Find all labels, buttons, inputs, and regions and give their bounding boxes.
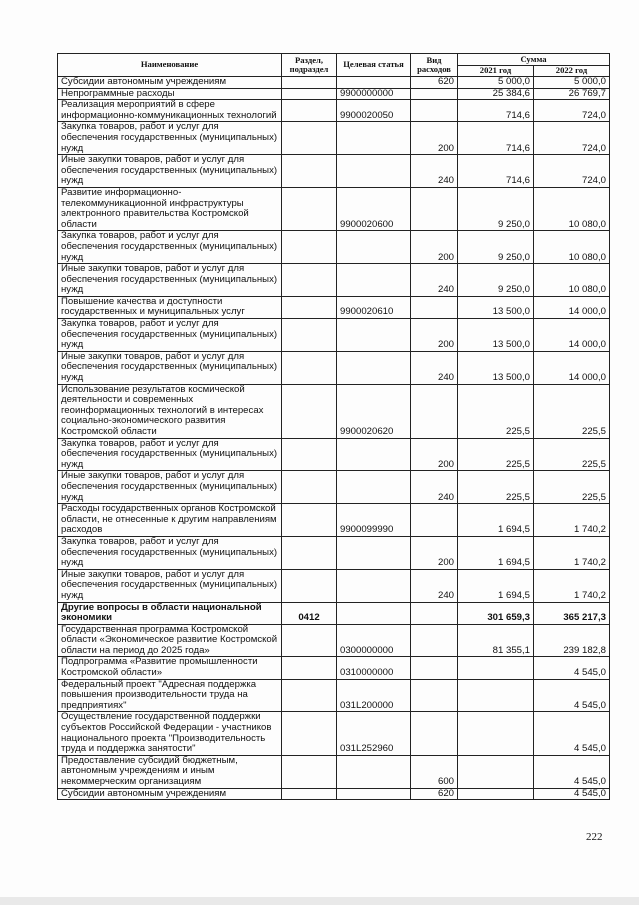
cell-2021: 13 500,0 (458, 296, 534, 318)
cell-type (411, 657, 458, 679)
cell-name: Осуществление государственной поддержки субъектов Российской Федерации - участников национального проекта "Производительность труда и поддержка занятости" (58, 712, 282, 755)
table-row (58, 504, 610, 537)
table-row (58, 100, 610, 122)
cell-name: Предоставление субсидий бюджетным, автономным учреждениям и иным некоммерческим организациям (58, 755, 282, 788)
cell-name: Иные закупки товаров, работ и услуг для обеспечения государственных (муниципальных) нужд (58, 471, 282, 504)
cell-2022: 26 769,7 (534, 88, 610, 100)
cell-type: 200 (411, 536, 458, 569)
cell-target (337, 264, 411, 297)
table-row (58, 438, 610, 471)
cell-section (282, 351, 337, 384)
cell-section (282, 438, 337, 471)
cell-target (337, 569, 411, 602)
cell-2022: 225,5 (534, 384, 610, 438)
cell-2021: 714,6 (458, 122, 534, 155)
cell-2021: 1 694,5 (458, 569, 534, 602)
cell-type: 240 (411, 264, 458, 297)
cell-type: 240 (411, 471, 458, 504)
cell-type (411, 100, 458, 122)
cell-name: Иные закупки товаров, работ и услуг для обеспечения государственных (муниципальных) нужд (58, 264, 282, 297)
cell-name: Закупка товаров, работ и услуг для обеспечения государственных (муниципальных) нужд (58, 438, 282, 471)
cell-name: Федеральный проект "Адресная поддержка повышения производительности труда на предприятиях" (58, 679, 282, 712)
cell-target (337, 536, 411, 569)
cell-type (411, 602, 458, 624)
cell-section (282, 122, 337, 155)
cell-2022: 365 217,3 (534, 602, 610, 624)
header-sum: Сумма (458, 54, 610, 66)
cell-type (411, 187, 458, 230)
cell-2022: 4 545,0 (534, 712, 610, 755)
cell-2022: 1 740,2 (534, 504, 610, 537)
cell-2022: 14 000,0 (534, 351, 610, 384)
cell-section (282, 712, 337, 755)
page-number: 222 (586, 831, 603, 843)
cell-2021: 714,6 (458, 155, 534, 188)
cell-target: 9900099990 (337, 504, 411, 537)
cell-section (282, 77, 337, 89)
cell-type: 620 (411, 77, 458, 89)
table-row (58, 679, 610, 712)
cell-type (411, 88, 458, 100)
header-year-2022: 2022 год (534, 66, 610, 77)
cell-2021: 13 500,0 (458, 319, 534, 352)
cell-name: Развитие информационно-телекоммуникационной инфраструктуры электронного правительства Костромской области (58, 187, 282, 230)
cell-section (282, 296, 337, 318)
cell-name: Использование результатов космической деятельности и современных геоинформационных технологий в интересах социально-экономического развития Костромской области (58, 384, 282, 438)
cell-name: Расходы государственных органов Костромской области, не отнесенные к другим направлениям расходов (58, 504, 282, 537)
cell-2022: 225,5 (534, 471, 610, 504)
cell-section (282, 569, 337, 602)
cell-2022: 724,0 (534, 100, 610, 122)
cell-2022: 1 740,2 (534, 536, 610, 569)
cell-name: Иные закупки товаров, работ и услуг для обеспечения государственных (муниципальных) нужд (58, 155, 282, 188)
cell-2021: 225,5 (458, 438, 534, 471)
cell-target: 0310000000 (337, 657, 411, 679)
cell-section (282, 264, 337, 297)
cell-target (337, 438, 411, 471)
table-row (58, 296, 610, 318)
table-row (58, 624, 610, 657)
cell-name: Иные закупки товаров, работ и услуг для обеспечения государственных (муниципальных) нужд (58, 351, 282, 384)
cell-name: Закупка товаров, работ и услуг для обеспечения государственных (муниципальных) нужд (58, 231, 282, 264)
cell-target: 031L252960 (337, 712, 411, 755)
cell-name: Непрограммные расходы (58, 88, 282, 100)
cell-2022: 724,0 (534, 122, 610, 155)
cell-target (337, 319, 411, 352)
cell-2021: 5 000,0 (458, 77, 534, 89)
cell-2021: 1 694,5 (458, 504, 534, 537)
table-row (58, 384, 610, 438)
cell-2022: 1 740,2 (534, 569, 610, 602)
cell-section (282, 319, 337, 352)
cell-target (337, 755, 411, 788)
cell-type (411, 624, 458, 657)
cell-type: 240 (411, 155, 458, 188)
cell-2022: 10 080,0 (534, 187, 610, 230)
cell-2022: 14 000,0 (534, 296, 610, 318)
cell-target (337, 351, 411, 384)
cell-2021: 9 250,0 (458, 231, 534, 264)
table-row (58, 471, 610, 504)
cell-2021 (458, 755, 534, 788)
budget-table (57, 53, 610, 800)
cell-section (282, 536, 337, 569)
cell-type: 200 (411, 122, 458, 155)
cell-2021: 301 659,3 (458, 602, 534, 624)
cell-type: 600 (411, 755, 458, 788)
table-body (58, 77, 610, 800)
table-row (58, 231, 610, 264)
cell-2021: 81 355,1 (458, 624, 534, 657)
cell-section (282, 471, 337, 504)
cell-target (337, 602, 411, 624)
cell-2021: 9 250,0 (458, 187, 534, 230)
cell-type (411, 504, 458, 537)
cell-name: Государственная программа Костромской области «Экономическое развитие Костромской области на период до 2025 года» (58, 624, 282, 657)
cell-target: 0300000000 (337, 624, 411, 657)
table-row (58, 155, 610, 188)
cell-section (282, 100, 337, 122)
cell-type (411, 296, 458, 318)
cell-section (282, 88, 337, 100)
cell-2021: 1 694,5 (458, 536, 534, 569)
table-row (58, 122, 610, 155)
cell-2022: 5 000,0 (534, 77, 610, 89)
table-row (58, 657, 610, 679)
cell-section (282, 187, 337, 230)
cell-name: Иные закупки товаров, работ и услуг для обеспечения государственных (муниципальных) нужд (58, 569, 282, 602)
cell-section (282, 504, 337, 537)
header-section: Раздел, подраздел (282, 54, 337, 77)
cell-section (282, 384, 337, 438)
cell-2021: 25 384,6 (458, 88, 534, 100)
cell-name: Закупка товаров, работ и услуг для обеспечения государственных (муниципальных) нужд (58, 122, 282, 155)
cell-target (337, 77, 411, 89)
cell-type: 240 (411, 351, 458, 384)
cell-target: 9900020050 (337, 100, 411, 122)
cell-2022: 14 000,0 (534, 319, 610, 352)
header-year-2021: 2021 год (458, 66, 534, 77)
cell-section (282, 155, 337, 188)
cell-2021: 13 500,0 (458, 351, 534, 384)
cell-section: 0412 (282, 602, 337, 624)
cell-target: 9900000000 (337, 88, 411, 100)
cell-2022: 4 545,0 (534, 657, 610, 679)
cell-name: Закупка товаров, работ и услуг для обеспечения государственных (муниципальных) нужд (58, 536, 282, 569)
cell-name: Подпрограмма «Развитие промышленности Костромской области» (58, 657, 282, 679)
cell-type: 200 (411, 438, 458, 471)
cell-2021 (458, 679, 534, 712)
cell-section (282, 624, 337, 657)
cell-section (282, 788, 337, 800)
header-type: Вид расходов (411, 54, 458, 77)
header-target: Целевая статья (337, 54, 411, 77)
table-row (58, 569, 610, 602)
cell-section (282, 679, 337, 712)
cell-2021: 225,5 (458, 471, 534, 504)
table-row (58, 712, 610, 755)
cell-2022: 4 545,0 (534, 755, 610, 788)
table-row (58, 788, 610, 800)
cell-target: 031L200000 (337, 679, 411, 712)
cell-2022: 724,0 (534, 155, 610, 188)
table-row (58, 602, 610, 624)
cell-2022: 4 545,0 (534, 788, 610, 800)
cell-section (282, 755, 337, 788)
cell-type (411, 384, 458, 438)
table-row (58, 187, 610, 230)
cell-type (411, 712, 458, 755)
cell-name: Другие вопросы в области национальной экономики (58, 602, 282, 624)
scan-bottom-edge (0, 897, 639, 905)
table-row (58, 755, 610, 788)
cell-target (337, 471, 411, 504)
cell-2021: 714,6 (458, 100, 534, 122)
table-row (58, 536, 610, 569)
cell-type: 200 (411, 231, 458, 264)
cell-section (282, 657, 337, 679)
cell-2022: 225,5 (534, 438, 610, 471)
cell-name: Реализация мероприятий в сфере информационно-коммуникационных технологий (58, 100, 282, 122)
cell-2022: 10 080,0 (534, 231, 610, 264)
cell-target (337, 122, 411, 155)
cell-type: 240 (411, 569, 458, 602)
cell-name: Повышение качества и доступности государственных и муниципальных услуг (58, 296, 282, 318)
cell-2022: 239 182,8 (534, 624, 610, 657)
cell-target (337, 155, 411, 188)
table-row (58, 264, 610, 297)
table-row (58, 351, 610, 384)
header-name: Наименование (58, 54, 282, 77)
cell-target: 9900020620 (337, 384, 411, 438)
cell-target: 9900020610 (337, 296, 411, 318)
cell-target (337, 788, 411, 800)
cell-name: Закупка товаров, работ и услуг для обеспечения государственных (муниципальных) нужд (58, 319, 282, 352)
cell-target (337, 231, 411, 264)
cell-2021 (458, 788, 534, 800)
cell-2022: 4 545,0 (534, 679, 610, 712)
cell-2021 (458, 712, 534, 755)
cell-2022: 10 080,0 (534, 264, 610, 297)
cell-2021: 225,5 (458, 384, 534, 438)
table-row (58, 319, 610, 352)
cell-type (411, 679, 458, 712)
cell-name: Субсидии автономным учреждениям (58, 77, 282, 89)
cell-name: Субсидии автономным учреждениям (58, 788, 282, 800)
cell-2021 (458, 657, 534, 679)
cell-2021: 9 250,0 (458, 264, 534, 297)
cell-target: 9900020600 (337, 187, 411, 230)
cell-section (282, 231, 337, 264)
table-header (58, 54, 610, 77)
cell-type: 200 (411, 319, 458, 352)
table-row (58, 77, 610, 89)
cell-type: 620 (411, 788, 458, 800)
table-row (58, 88, 610, 100)
